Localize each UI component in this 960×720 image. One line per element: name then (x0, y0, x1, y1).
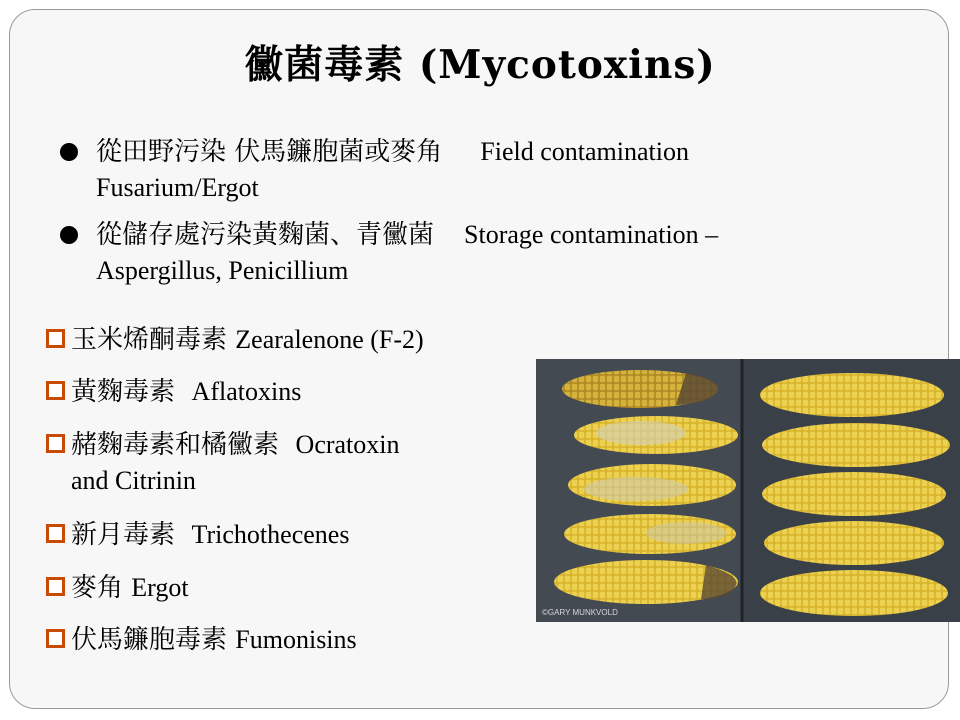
bullet-field-contamination (60, 134, 940, 206)
toxin-item-ergot (46, 570, 189, 606)
toxin-en: Ergot (131, 573, 189, 602)
toxin-zh: 黃麴毒素 (71, 377, 176, 407)
corn-ear-healthy (760, 373, 944, 417)
toxin-en: Zearalenone (F-2) (235, 325, 424, 354)
bullet-zh-text: 從田野污染 伏馬鐮胞菌或麥角 (96, 137, 443, 167)
photo-credit: ©GARY MUNKVOLD (542, 608, 618, 617)
toxin-en: Fumonisins (235, 625, 357, 654)
toxin-item-fumonisins (46, 622, 357, 658)
bullet-continuation: Fusarium/Ergot (96, 173, 259, 202)
bullet-dot (60, 226, 78, 244)
toxin-item-aflatoxins (46, 374, 301, 410)
bullet-continuation: Aspergillus, Penicillium (96, 256, 349, 285)
toxin-item-ocratoxin (46, 427, 400, 499)
bullet-dot (60, 143, 78, 161)
checkbox-bullet-icon (46, 434, 65, 453)
bullet-en-text: Storage contamination – (464, 220, 719, 249)
toxin-continuation: and Citrinin (71, 466, 196, 495)
toxin-zh: 麥角 (71, 573, 124, 603)
corn-ear-healthy (760, 570, 948, 616)
slide-title: 黴菌毒素 (Mycotoxins) (244, 42, 716, 88)
toxin-item-trichothecenes (46, 517, 349, 553)
corn-ear-healthy (764, 521, 944, 565)
toxin-zh: 赭麴毒素和橘黴素 (71, 430, 280, 460)
corn-ear-healthy (762, 472, 946, 516)
toxin-en: Ocratoxin (295, 430, 400, 459)
toxin-zh: 玉米烯酮毒素 (71, 325, 228, 355)
bullet-en-text: Field contamination (480, 137, 689, 166)
toxin-en: Trichothecenes (191, 520, 350, 549)
corn-ear-healthy (762, 423, 950, 467)
bullet-zh-text: 從儲存處污染黃麴菌、青黴菌 (96, 220, 435, 250)
checkbox-bullet-icon (46, 629, 65, 648)
checkbox-bullet-icon (46, 381, 65, 400)
toxin-zh: 伏馬鐮胞毒素 (71, 625, 228, 655)
corn-ears-photo (536, 359, 960, 622)
bullet-storage-contamination (60, 217, 940, 289)
checkbox-bullet-icon (46, 329, 65, 348)
toxin-zh: 新月毒素 (71, 520, 176, 550)
checkbox-bullet-icon (46, 524, 65, 543)
checkbox-bullet-icon (46, 577, 65, 596)
toxin-item-zearalenone (46, 322, 424, 358)
toxin-en: Aflatoxins (191, 377, 302, 406)
